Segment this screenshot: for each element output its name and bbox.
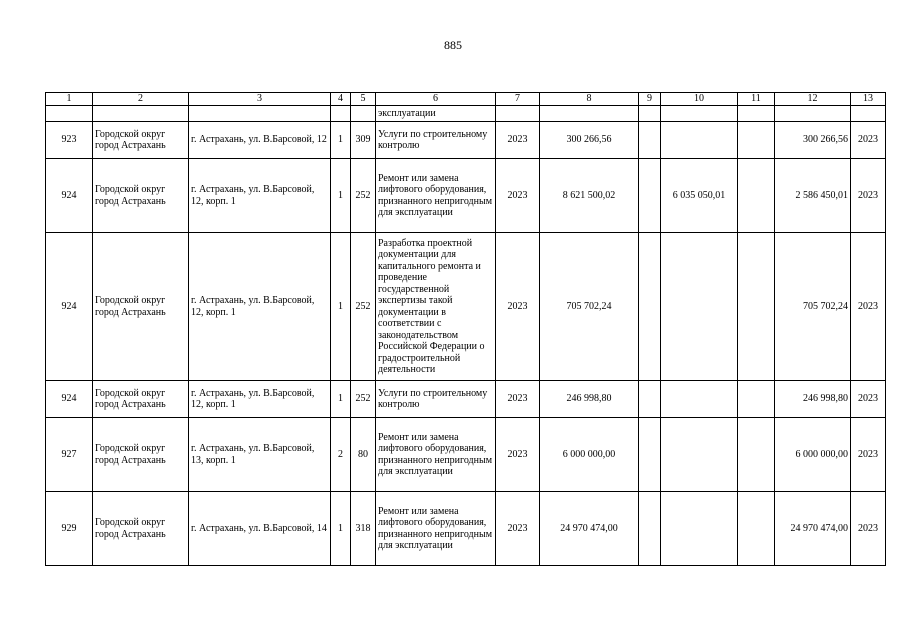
column-number: 8 (540, 93, 639, 106)
column-number: 13 (851, 93, 886, 106)
col11-cell (738, 122, 775, 159)
municipality-cell: Городской округ город Астрахань (93, 492, 189, 566)
table-row (46, 159, 886, 233)
municipality-cell: Городской округ город Астрахань (93, 122, 189, 159)
year-cell: 2023 (496, 122, 540, 159)
col9-cell (639, 418, 661, 492)
fund-amount-cell (661, 492, 738, 566)
fund-amount-cell (661, 233, 738, 381)
year-cell: 2023 (496, 233, 540, 381)
end-year-cell: 2023 (851, 492, 886, 566)
col9-cell (639, 381, 661, 418)
page-number: 885 (444, 38, 462, 52)
entrance-count-cell: 1 (331, 492, 351, 566)
col11-cell (738, 159, 775, 233)
total-cost-cell: 300 266,56 (540, 122, 639, 159)
registry-number-cell: 318 (351, 492, 376, 566)
work-type-cell: Разработка проектной документации для капитального ремонта и проведение государственной экспертизы такой документации в соответствии с законодательством Российской Федерации о градостроительной деятельности (376, 233, 496, 381)
registry-number-cell: 309 (351, 122, 376, 159)
registry-number-cell: 80 (351, 418, 376, 492)
column-number: 7 (496, 93, 540, 106)
year-cell: 2023 (496, 492, 540, 566)
fund-amount-cell (661, 418, 738, 492)
work-type-cell: Ремонт или замена лифтового оборудования, признанного непригодным для эксплуатации (376, 492, 496, 566)
entrance-count-cell: 1 (331, 233, 351, 381)
owner-funds-cell: 705 702,24 (775, 233, 851, 381)
owner-funds-cell: 24 970 474,00 (775, 492, 851, 566)
col11-cell (738, 418, 775, 492)
end-year-cell: 2023 (851, 418, 886, 492)
fund-amount-cell (661, 381, 738, 418)
municipality-cell: Городской округ город Астрахань (93, 381, 189, 418)
entrance-count-cell: 2 (331, 418, 351, 492)
continued-row (46, 106, 886, 122)
municipality-cell: Городской округ город Астрахань (93, 418, 189, 492)
table-row (46, 122, 886, 159)
column-number: 12 (775, 93, 851, 106)
work-type-cell: Ремонт или замена лифтового оборудования, признанного непригодным для эксплуатации (376, 159, 496, 233)
municipality-cell: Городской округ город Астрахань (93, 159, 189, 233)
column-number: 4 (331, 93, 351, 106)
column-number: 9 (639, 93, 661, 106)
row-number-cell: 929 (46, 492, 93, 566)
row-number-cell: 923 (46, 122, 93, 159)
column-number: 6 (376, 93, 496, 106)
fund-amount-cell (661, 122, 738, 159)
col11-cell (738, 492, 775, 566)
end-year-cell: 2023 (851, 122, 886, 159)
year-cell: 2023 (496, 381, 540, 418)
year-cell: 2023 (496, 418, 540, 492)
column-number: 1 (46, 93, 93, 106)
address-cell: г. Астрахань, ул. В.Барсовой, 14 (189, 492, 331, 566)
owner-funds-cell: 300 266,56 (775, 122, 851, 159)
end-year-cell: 2023 (851, 159, 886, 233)
end-year-cell: 2023 (851, 381, 886, 418)
fund-amount-cell: 6 035 050,01 (661, 159, 738, 233)
table-row (46, 418, 886, 492)
column-number: 5 (351, 93, 376, 106)
end-year-cell: 2023 (851, 233, 886, 381)
col11-cell (738, 381, 775, 418)
owner-funds-cell: 2 586 450,01 (775, 159, 851, 233)
table-row (46, 233, 886, 381)
register-table (45, 92, 886, 566)
owner-funds-cell: 246 998,80 (775, 381, 851, 418)
entrance-count-cell: 1 (331, 159, 351, 233)
total-cost-cell: 24 970 474,00 (540, 492, 639, 566)
column-number: 11 (738, 93, 775, 106)
owner-funds-cell: 6 000 000,00 (775, 418, 851, 492)
entrance-count-cell: 1 (331, 122, 351, 159)
col9-cell (639, 122, 661, 159)
col9-cell (639, 233, 661, 381)
col9-cell (639, 159, 661, 233)
entrance-count-cell: 1 (331, 381, 351, 418)
row-number-cell: 927 (46, 418, 93, 492)
registry-number-cell: 252 (351, 233, 376, 381)
registry-number-cell: 252 (351, 381, 376, 418)
total-cost-cell: 8 621 500,02 (540, 159, 639, 233)
total-cost-cell: 6 000 000,00 (540, 418, 639, 492)
work-type-cell: эксплуатации (376, 106, 496, 122)
address-cell: г. Астрахань, ул. В.Барсовой, 13, корп. 1 (189, 418, 331, 492)
column-number: 2 (93, 93, 189, 106)
row-number-cell: 924 (46, 233, 93, 381)
address-cell: г. Астрахань, ул. В.Барсовой, 12 (189, 122, 331, 159)
work-type-cell: Ремонт или замена лифтового оборудования, признанного непригодным для эксплуатации (376, 418, 496, 492)
address-cell: г. Астрахань, ул. В.Барсовой, 12, корп. 1 (189, 233, 331, 381)
address-cell: г. Астрахань, ул. В.Барсовой, 12, корп. 1 (189, 381, 331, 418)
municipality-cell: Городской округ город Астрахань (93, 233, 189, 381)
registry-number-cell: 252 (351, 159, 376, 233)
column-number: 3 (189, 93, 331, 106)
total-cost-cell: 705 702,24 (540, 233, 639, 381)
col11-cell (738, 233, 775, 381)
row-number-cell: 924 (46, 381, 93, 418)
table-row (46, 381, 886, 418)
column-number-row (46, 93, 886, 106)
table-row (46, 492, 886, 566)
address-cell: г. Астрахань, ул. В.Барсовой, 12, корп. 1 (189, 159, 331, 233)
work-type-cell: Услуги по строительному контролю (376, 122, 496, 159)
work-type-cell: Услуги по строительному контролю (376, 381, 496, 418)
total-cost-cell: 246 998,80 (540, 381, 639, 418)
year-cell: 2023 (496, 159, 540, 233)
column-number: 10 (661, 93, 738, 106)
row-number-cell: 924 (46, 159, 93, 233)
col9-cell (639, 492, 661, 566)
